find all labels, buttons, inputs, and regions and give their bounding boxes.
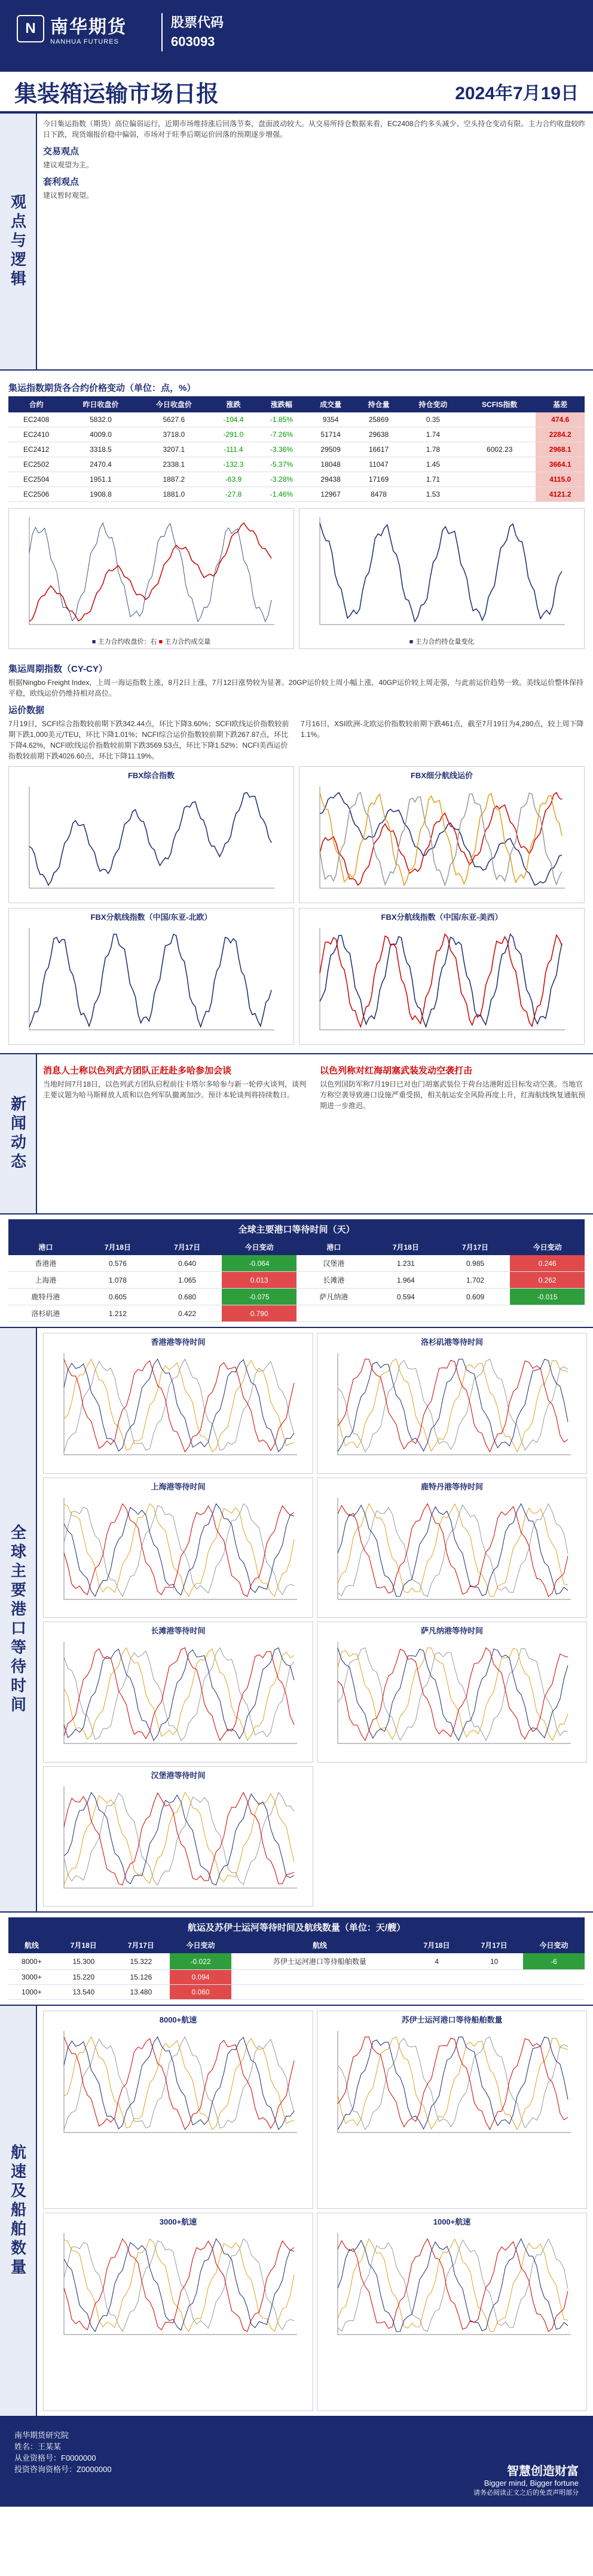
table-header: 7月17日 [152,1239,222,1255]
table-cell: 1.78 [403,442,463,457]
chart-title: 长滩港等待时间 [151,1626,206,1635]
table-cell: 8000+ [8,1953,55,1970]
series-line [64,1359,294,1452]
table-cell: 0.060 [170,1985,231,2000]
table-row [8,1272,585,1289]
fbx-eu-chart [11,922,280,1042]
series-line [320,934,562,1027]
series-line [338,2239,568,2332]
table-header: SCFIS指数 [463,396,536,412]
legend-oi: 主力合约持仓量变化 [415,638,475,645]
table-cell: EC2506 [8,487,64,502]
axis [29,787,274,888]
table-cell: 15.322 [112,1953,170,1970]
table-cell: 8478 [354,487,402,502]
port-wait-chart [43,1333,313,1474]
table-cell: 29509 [307,442,354,457]
chart-title: 苏伊士运河港口等待船舶数量 [401,2015,503,2024]
port-table-section [0,1214,593,1327]
series-line [64,1648,294,1740]
footer-slogan: 智慧创造财富 [507,2465,579,2478]
table-header: 航线 [231,1937,408,1953]
table-header: 7月18日 [55,1937,112,1953]
table-cell: 17169 [354,472,402,487]
table-cell: 香港港 [8,1255,83,1272]
table-cell: 3718.0 [137,427,210,442]
table-cell: 2338.1 [137,457,210,472]
series-line [29,793,271,885]
table-cell: -0.064 [222,1255,296,1272]
table-cell: 25869 [354,412,402,427]
series-line [338,2037,568,2130]
legend-volume: 主力合约成交量 [164,638,211,645]
table-cell [523,1970,585,1985]
table-cell: 1908.8 [64,487,137,502]
table-cell [510,1305,585,1322]
table-header: 今日收盘价 [137,396,210,412]
table-header: 合约 [8,396,64,412]
table-cell: 0.35 [403,412,463,427]
series-line [338,2037,568,2130]
section-news [0,1053,593,1214]
table-cell: -111.4 [210,442,256,457]
chart-title: 1000+航速 [433,2217,471,2226]
news2-text: 以色列国防军称7月19日已对也门胡塞武装位于荷台达港附近目标发动空袭。当地官方称空袭导致港口设施严重受损，相关航运安全风险再度上升，红海航线恢复通航预期进一步推迟。 [320,1080,586,1110]
section-ships [0,2005,593,2417]
table-cell: 汉堡港 [296,1255,371,1272]
table-cell: 51714 [307,427,354,442]
table-cell: 15.126 [112,1970,170,1985]
table-cell: 0.094 [170,1970,231,1985]
series-line [64,1648,294,1740]
news-side-label: 新闻动态 [0,1054,37,1213]
series-line [64,2239,294,2332]
table-row [8,1953,585,1970]
table-cell [296,1305,371,1322]
logo-icon: N [17,15,44,42]
table-cell: 苏伊士运河港口等待船舶数量 [231,1953,408,1970]
table-cell: 0.576 [83,1255,152,1272]
chart-title: 汉堡港等待时间 [151,1770,206,1780]
view-paragraph: 今日集运指数（期货）高位偏弱运行，近期市场维持涨后回落节奏，盘面波动较大。从交易所持仓数据来看，EC2408合约多头减少、空头持仓变动有限。主力合约收盘较昨日下跌，现货端报价稳中偏弱，市场对于旺季后期运价回落的预期逐步增强。 [43,120,586,139]
table-row [8,1970,585,1985]
table-cell: 0.246 [510,1255,585,1272]
ship-chart [43,2011,313,2209]
contract-table-title: 集运指数期货各合约价格变动（单位：点，%） [8,383,196,393]
table-cell: -6 [523,1953,585,1970]
series-line [338,1504,568,1596]
table-cell: 1.065 [152,1272,222,1289]
fbx-us-title: FBX分航线指数（中国/东亚-美西） [381,913,503,922]
news1-text: 当地时间7月18日，以色列武方团队启程前往卡塔尔多哈参与新一轮停火谈判，谈判主要议题为哈马斯释放人质和以色列军队撤离加沙。预计本轮谈判将持续数日。 [43,1080,307,1099]
ship-table-title: 航运及苏伊士运河等待时间及航线数量（单位：天/艘） [8,1917,585,1937]
price-volume-chart: ■ 主力合约收盘价：右 ■ 主力合约成交量 [8,508,294,649]
series-line [338,2037,568,2130]
freight-data-heading: 运价数据 [8,705,45,715]
series-line [64,1504,294,1596]
table-header: 今日变动 [222,1239,296,1255]
news2-heading: 以色列称对红海胡塞武装发动空袭打击 [320,1066,473,1076]
table-row [8,1289,585,1305]
oi-change-chart: ■ 主力合约持仓量变化 [299,508,585,649]
table-cell: 4115.0 [536,472,585,487]
company-name-en: NANHUA FUTURES [50,38,119,45]
stock-info [161,13,224,51]
report-date: 2024年7月19日 [455,84,579,103]
table-header: 持仓量 [354,396,402,412]
series-line [338,1648,568,1740]
axis [320,787,565,888]
table-cell: 6002.23 [463,442,536,457]
table-cell: -1.46% [256,487,307,502]
freight-section [0,655,593,1047]
title-bar [0,72,593,114]
table-row [8,487,585,502]
series-line [64,2037,294,2130]
chart-title: 上海港等待时间 [151,1482,206,1491]
table-header: 7月17日 [441,1239,510,1255]
series-line [338,1504,568,1596]
fbx-title: FBX综合指数 [127,771,175,780]
table-cell: EC2502 [8,457,64,472]
table-header: 今日变动 [523,1937,585,1953]
table-header: 昨日收盘价 [64,396,137,412]
cycle-text: 根据Ningbo Freight Index，上周一海运指数上涨，8月2日上涨，7月12日涨势较为显著。20GP运价较上周小幅上涨，40GP运价较上周走强，与此前运价趋势一致。美线运价整体保持平稳，欧线运价仍维持相对高位。 [8,678,584,697]
table-cell: 1951.1 [64,472,137,487]
table-cell: EC2408 [8,412,64,427]
ship-table-section [0,1913,593,2005]
port-wait-chart [317,1333,587,1474]
footer-dept: 南华期货研究院 [14,2431,69,2440]
port-wait-chart [43,1766,313,1907]
section-side-label: 观点与逻辑 [0,114,37,369]
port-wait-chart [43,1622,313,1763]
table-cell [408,1985,465,2000]
table-cell: 0.680 [152,1289,222,1305]
table-cell: EC2410 [8,427,64,442]
table-cell: 1.964 [371,1272,441,1289]
series-line [64,1648,294,1740]
table-cell: 4 [408,1953,465,1970]
series-line [320,793,562,885]
table-cell: -0.015 [510,1289,585,1305]
series-line [338,1504,568,1596]
table-header: 7月18日 [371,1239,441,1255]
arbitrage-heading: 套利观点 [43,177,80,187]
table-cell [463,472,536,487]
table-cell: 1.078 [83,1272,152,1289]
trade-view-text: 建议观望为主。 [43,161,94,169]
chart-title: 香港港等待时间 [151,1338,206,1347]
cycle-heading: 集运周期指数（CY-CY） [8,664,108,674]
table-cell [441,1305,510,1322]
table-cell: 29638 [354,427,402,442]
page-header [0,0,593,72]
series-line [64,1359,294,1452]
table-cell: 上海港 [8,1272,83,1289]
table-cell [523,1985,585,2000]
table-cell: 10 [466,1953,523,1970]
table-header: 今日变动 [170,1937,231,1953]
table-row [8,1255,585,1272]
table-cell: -3.36% [256,442,307,457]
chart-title: 鹿特丹港等待时间 [420,1482,483,1491]
table-cell: 0.262 [510,1272,585,1289]
table-header: 成交量 [307,396,354,412]
freight-text-left: 7月19日，SCFI综合指数较前期下跌342.44点，环比下降3.60%；SCFI欧线运价指数较前期下跌1,000美元/TEU，环比下降1.01%；NCFI综合运价指数较前期下跌267.87点，环比下降4.62%，NCFI欧线运价指数较前期下跌3569.53点，环比下降1.52%；NCFI美西运价指数较前期下跌4026.60点，环比下降11.19%。 [8,720,289,760]
section-view [0,114,593,371]
table-cell: -3.28% [256,472,307,487]
table-header: 涨跌幅 [256,396,307,412]
series-line [64,1359,294,1452]
series-line [320,523,562,622]
ship-chart [43,2213,313,2411]
series-line [29,523,271,622]
table-cell: 13.480 [112,1985,170,2000]
table-cell: 2968.1 [536,442,585,457]
table-cell: 3000+ [8,1970,55,1985]
section-ports [0,1327,593,1913]
table-cell: 1.212 [83,1305,152,1322]
company-name-cn: 南华期货 [50,17,127,37]
table-header: 7月18日 [408,1937,465,1953]
table-cell: 1.53 [403,487,463,502]
table-cell: 洛杉矶港 [8,1305,83,1322]
fbx-us-chart [302,922,571,1042]
footer-name: 姓名：王某某 [14,2442,62,2451]
table-cell: 15.300 [55,1953,112,1970]
footer-disclaimer: 请务必阅读正文之后的免责声明部分 [473,2489,579,2497]
table-cell: 1.71 [403,472,463,487]
table-cell: -0.075 [222,1289,296,1305]
series-line [338,1359,568,1452]
table-cell: 长滩港 [296,1272,371,1289]
table-cell: 0.594 [371,1289,441,1305]
table-cell: -63.9 [210,472,256,487]
footer-cert: 从业资格号：F0000000 [14,2453,96,2462]
series-line [338,1359,568,1452]
contract-section [0,371,593,655]
table-cell [463,412,536,427]
table-cell: 15.220 [55,1970,112,1985]
table-cell: 5832.0 [64,412,137,427]
port-wait-chart [317,1622,587,1763]
table-cell: 9354 [307,412,354,427]
table-cell: 1887.2 [137,472,210,487]
table-header: 航线 [8,1937,55,1953]
table-header: 7月17日 [466,1937,523,1953]
table-cell: 3207.1 [137,442,210,457]
legend-price: 主力合约收盘价：右 [97,638,157,645]
table-cell: 1.231 [371,1255,441,1272]
stock-code: 603093 [171,34,215,49]
table-cell [371,1305,441,1322]
series-line [29,523,271,622]
series-line [338,1359,568,1452]
series-line [64,1359,294,1452]
footer-slogan-en: Bigger mind, Bigger fortune [484,2479,579,2488]
table-cell: -291.0 [210,427,256,442]
table-cell: 2470.4 [64,457,137,472]
contract-table [8,396,585,502]
table-row [8,1985,585,2000]
series-line [64,2037,294,2130]
freight-text-right: 7月16日，XSI欧洲-北欧运价指数较前期下跌461点，截至7月19日为4,280点，较上周下降1.1%。 [301,720,584,739]
axis [29,928,274,1030]
table-cell: 鹿特丹港 [8,1289,83,1305]
table-cell: 0.790 [222,1305,296,1322]
table-header: 港口 [296,1239,371,1255]
table-cell: 0.609 [441,1289,510,1305]
series-line [338,2239,568,2332]
table-cell: 18048 [307,457,354,472]
table-header: 涨跌 [210,396,256,412]
ports-side-label: 全球主要港口等待时间 [0,1328,37,1911]
table-cell: 萨凡纳港 [296,1289,371,1305]
chart-title: 洛杉矶港等待时间 [420,1338,483,1347]
report-title: 集装箱运输市场日报 [14,80,219,107]
table-cell: 16617 [354,442,402,457]
table-cell: 0.013 [222,1272,296,1289]
table-cell: -0.022 [170,1953,231,1970]
table-cell: 5627.6 [137,412,210,427]
table-cell: -5.37% [256,457,307,472]
table-cell: -7.26% [256,427,307,442]
table-cell: 11047 [354,457,402,472]
page-footer [0,2417,593,2507]
series-line [338,2037,568,2130]
fbx-lanes-title: FBX细分航线运价 [410,771,473,780]
table-row [8,427,585,442]
table-cell: EC2504 [8,472,64,487]
footer-cert2: 投资咨询资格号：Z0000000 [14,2465,112,2474]
ship-chart [317,2011,587,2209]
chart-title: 8000+航速 [159,2015,197,2024]
fbx-eu-title: FBX分航线指数（中国/东亚-北欧） [90,913,212,922]
table-cell [466,1970,523,1985]
table-cell: 3318.5 [64,442,137,457]
table-cell [466,1985,523,2000]
table-cell: 0.605 [83,1289,152,1305]
table-cell: 1.45 [403,457,463,472]
table-cell [231,1985,408,2000]
chart-title: 萨凡纳港等待时间 [420,1626,483,1635]
chart-title: 3000+航速 [159,2217,197,2226]
table-cell: EC2412 [8,442,64,457]
table-row [8,412,585,427]
axis [29,517,274,625]
series-line [338,2239,568,2332]
table-cell: 4121.2 [536,487,585,502]
series-line [64,2037,294,2130]
table-row [8,457,585,472]
table-header: 港口 [8,1239,83,1255]
table-cell [231,1970,408,1985]
series-line [64,2037,294,2130]
port-wait-chart [317,1477,587,1619]
company-logo [17,12,127,45]
series-line [338,1504,568,1596]
trade-view-heading: 交易观点 [43,146,80,157]
table-cell: 13.540 [55,1985,112,2000]
table-row [8,442,585,457]
port-wait-chart [43,1477,313,1619]
table-cell: -27.8 [210,487,256,502]
port-table [8,1239,585,1322]
table-header: 7月18日 [83,1239,152,1255]
table-cell: -132.3 [210,457,256,472]
table-header: 持仓变动 [403,396,463,412]
table-cell: 3664.1 [536,457,585,472]
table-cell [408,1970,465,1985]
ships-side-label: 航速及船舶数量 [0,2006,37,2416]
table-cell: 2284.2 [536,427,585,442]
table-cell: 1.702 [441,1272,510,1289]
arbitrage-text: 建议暂时观望。 [43,191,94,200]
fbx-chart [11,781,280,900]
table-cell [463,427,536,442]
table-cell: -104.4 [210,412,256,427]
table-header: 基差 [536,396,585,412]
table-cell: 1881.0 [137,487,210,502]
ship-table [8,1937,585,2000]
table-cell: 0.422 [152,1305,222,1322]
series-line [29,934,271,1027]
table-cell: 29438 [307,472,354,487]
table-cell: 0.640 [152,1255,222,1272]
port-table-title: 全球主要港口等待时间（天） [8,1219,585,1239]
table-cell [463,487,536,502]
table-header: 7月17日 [112,1937,170,1953]
series-line [338,2239,568,2332]
table-cell: 4009.0 [64,427,137,442]
news1-heading: 消息人士称以色列武方团队正赶赴多哈参加会谈 [43,1066,232,1076]
table-row [8,1305,585,1322]
ship-chart [317,2213,587,2411]
table-cell [463,457,536,472]
stock-label: 股票代码 [171,15,224,30]
table-cell: 474.6 [536,412,585,427]
table-row [8,472,585,487]
table-cell: 0.985 [441,1255,510,1272]
series-line [64,1648,294,1740]
table-cell: 12967 [307,487,354,502]
fbx-lanes-chart [302,781,571,900]
table-cell: 1.74 [403,427,463,442]
series-line [338,1359,568,1452]
table-header: 今日变动 [510,1239,585,1255]
table-cell: 1000+ [8,1985,55,2000]
table-cell: -1.85% [256,412,307,427]
axis [338,1642,571,1743]
